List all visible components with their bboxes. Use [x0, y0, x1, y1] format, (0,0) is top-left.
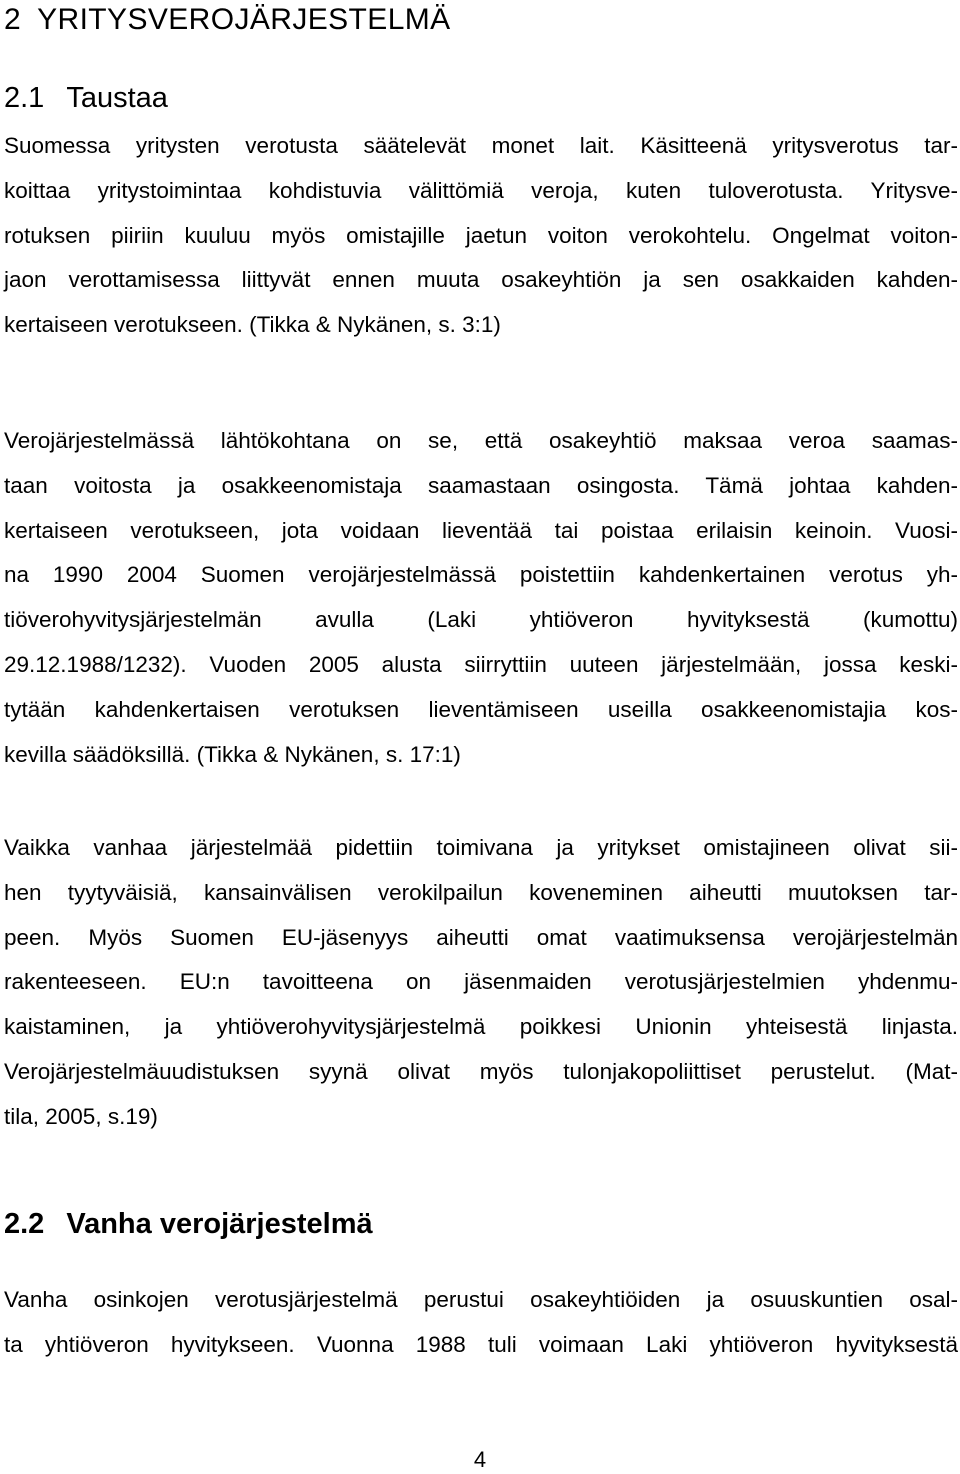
- page-number: 4: [473, 1447, 487, 1472]
- paragraph-line: Vanha osinkojen verotusjärjestelmä perustui osakeyhtiöiden ja osuuskuntien osal-: [4, 1287, 958, 1312]
- section-number: 2.1: [4, 82, 45, 114]
- paragraph-line: ta yhtiöveron hyvitykseen. Vuonna 1988 tuli voimaan Laki yhtiöveron hyvityksestä: [4, 1331, 958, 1357]
- paragraph-line: tila, 2005, s.19): [4, 1103, 158, 1129]
- paragraph-line: Verojärjestelmäuudistuksen syynä olivat myös tulonjakopoliittiset perustelut. (Mat-: [4, 1058, 958, 1084]
- paragraph-line: kertaiseen verotukseen, jota voidaan lieventää tai poistaa erilaisin keinoin. Vuosi-: [4, 517, 958, 543]
- paragraph-line: peen. Myös Suomen EU-jäsenyys aiheutti omat vaatimuksensa verojärjestelmän: [4, 924, 958, 950]
- paragraph-line: rotuksen piiriin kuuluu myös omistajille jaetun voiton verokohtelu. Ongelmat voiton-: [4, 222, 958, 248]
- paragraph-line: Suomessa yritysten verotusta säätelevät monet lait. Käsitteenä yritysverotus tar-: [4, 133, 958, 158]
- paragraph-4: [4, 1278, 958, 1368]
- paragraph-line: taan voitosta ja osakkeenomistaja saamastaan osingosta. Tämä johtaa kahden-: [4, 472, 958, 498]
- paragraph-line: Verojärjestelmässä lähtökohtana on se, että osakeyhtiö maksaa veroa saamas-: [4, 428, 958, 453]
- paragraph-3: [4, 826, 958, 1140]
- paragraph-line: jaon verottamisessa liittyvät ennen muuta osakeyhtiön ja sen osakkaiden kahden-: [4, 267, 958, 293]
- paragraph-2: [4, 419, 958, 777]
- section-heading-2-2: [4, 1204, 958, 1244]
- paragraph-line: tiöverohyvitysjärjestelmän avulla (Laki yhtiöveron hyvityksestä (kumottu): [4, 607, 958, 633]
- section-title: Taustaa: [66, 82, 168, 114]
- paragraph-line: Vaikka vanhaa järjestelmää pidettiin toimivana ja yritykset omistajineen olivat sii-: [4, 835, 958, 860]
- chapter-title: YRITYSVEROJÄRJESTELMÄ: [37, 3, 451, 36]
- paragraph-line: hen tyytyväisiä, kansainvälisen verokilpailun koveneminen aiheutti muutoksen tar-: [4, 879, 958, 905]
- paragraph-line: tytään kahdenkertaisen verotuksen lieventämiseen useilla osakkeenomistajia kos-: [4, 696, 958, 722]
- chapter-heading: [4, 0, 958, 40]
- paragraph-line: na 1990 2004 Suomen verojärjestelmässä poistettiin kahdenkertainen verotus yh-: [4, 562, 958, 588]
- paragraph-line: koittaa yritystoimintaa kohdistuvia välittömiä veroja, kuten tuloverotusta. Yritysve-: [4, 177, 958, 203]
- section-title: Vanha verojärjestelmä: [66, 1208, 373, 1240]
- chapter-number: 2: [4, 3, 22, 36]
- paragraph-line: kevilla säädöksillä. (Tikka & Nykänen, s. 17:1): [4, 741, 461, 767]
- paragraph-line: kertaiseen verotukseen. (Tikka & Nykänen, s. 3:1): [4, 312, 501, 338]
- section-heading-2-1: [4, 78, 958, 118]
- paragraph-line: kaistaminen, ja yhtiöverohyvitysjärjestelmä poikkesi Unionin yhteisestä linjasta.: [4, 1014, 958, 1040]
- paragraph-line: rakenteeseen. EU:n tavoitteena on jäsenmaiden verotusjärjestelmien yhdenmu-: [4, 969, 958, 995]
- paragraph-line: 29.12.1988/1232). Vuoden 2005 alusta siirryttiin uuteen järjestelmään, jossa keski-: [4, 651, 958, 677]
- paragraph-1: [4, 124, 958, 348]
- section-number: 2.2: [4, 1208, 45, 1240]
